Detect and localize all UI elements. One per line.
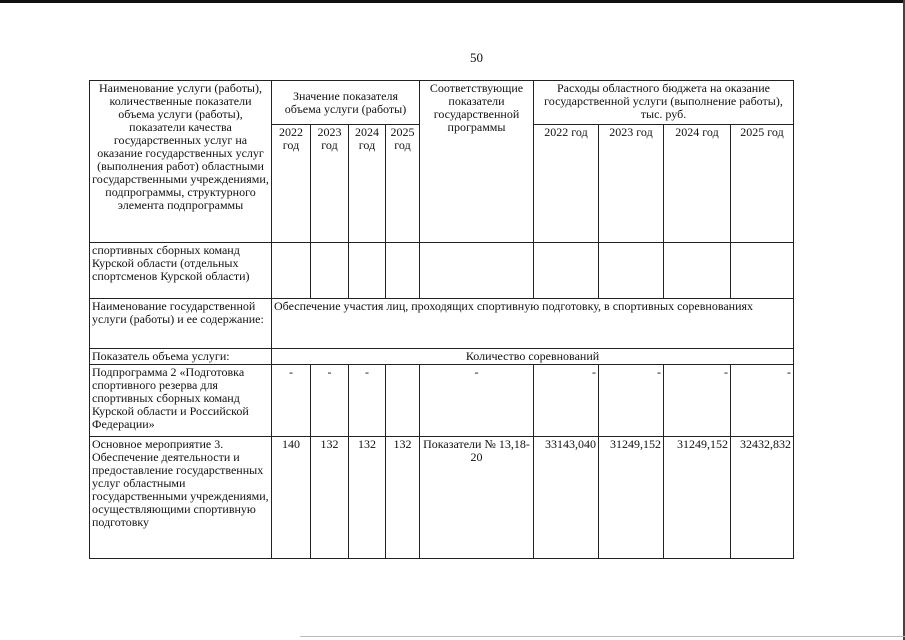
scan-bottom-edge: [300, 636, 905, 637]
measure-budget: 32432,832: [731, 437, 794, 559]
header-year-budget: 2022 год: [534, 125, 599, 243]
measure-value: 132: [386, 437, 420, 559]
subprogram-value: -: [272, 365, 311, 437]
scan-top-edge: [0, 0, 905, 3]
indicator-label: Показатель объема услуги:: [90, 349, 272, 365]
header-year-value: 2024 год: [349, 125, 386, 243]
header-budget: Расходы областного бюджета на оказание государственной услуги (выполнение работы), тыс. руб.: [534, 81, 794, 125]
subprogram-name: Подпрограмма 2 «Подготовка спортивного резерва для спортивных сборных команд Курской области и Российской Федерации»: [90, 365, 272, 437]
measure-value: 132: [349, 437, 386, 559]
budget-table: [89, 80, 794, 559]
header-row-1: [90, 81, 794, 125]
measure-budget: 31249,152: [599, 437, 664, 559]
subprogram-value: -: [311, 365, 349, 437]
subprogram-budget: -: [664, 365, 731, 437]
measure-value: 132: [311, 437, 349, 559]
indicator-value: Количество соревнований: [272, 349, 794, 365]
table-row: [90, 243, 794, 299]
measure-value: 140: [272, 437, 311, 559]
table-row: [90, 299, 794, 349]
header-program-indicators: Соответствующие показатели государственной программы: [420, 81, 534, 243]
service-name-label: Наименование государственной услуги (работы) и ее содержание:: [90, 299, 272, 349]
table-row: [90, 437, 794, 559]
subprogram-program-indicator: -: [420, 365, 534, 437]
header-indicator-values: Значение показателя объема услуги (работы): [272, 81, 420, 125]
service-name-value: Обеспечение участия лиц, проходящих спортивную подготовку, в спортивных соревнованиях: [272, 299, 794, 349]
header-year-value: 2022 год: [272, 125, 311, 243]
header-service-name: Наименование услуги (работы), количественные показатели объема услуги (работы), показатели качества государственных услуг на оказание государственных услуг (выполнения работ) областными государственными учреждениями, подпрограммы, структурного элемента подпрограммы: [90, 81, 272, 243]
header-year-value: 2023 год: [311, 125, 349, 243]
table-row: [90, 365, 794, 437]
continuation-text: спортивных сборных команд Курской области (отдельных спортсменов Курской области): [90, 243, 272, 299]
header-year-value: 2025 год: [386, 125, 420, 243]
table-row: [90, 349, 794, 365]
measure-budget: 31249,152: [664, 437, 731, 559]
subprogram-value: -: [349, 365, 386, 437]
header-year-budget: 2023 год: [599, 125, 664, 243]
subprogram-budget: -: [599, 365, 664, 437]
header-year-budget: 2024 год: [664, 125, 731, 243]
page-number: 50: [470, 50, 483, 65]
subprogram-budget: -: [731, 365, 794, 437]
measure-program-indicator: Показатели № 13,18-20: [420, 437, 534, 559]
measure-name: Основное мероприятие 3. Обеспечение деятельности и предоставление государственных услуг областными государственными учреждениями, осуществляющими спортивную подготовку: [90, 437, 272, 559]
measure-budget: 33143,040: [534, 437, 599, 559]
header-year-budget: 2025 год: [731, 125, 794, 243]
subprogram-budget: -: [534, 365, 599, 437]
subprogram-value: [386, 365, 420, 437]
